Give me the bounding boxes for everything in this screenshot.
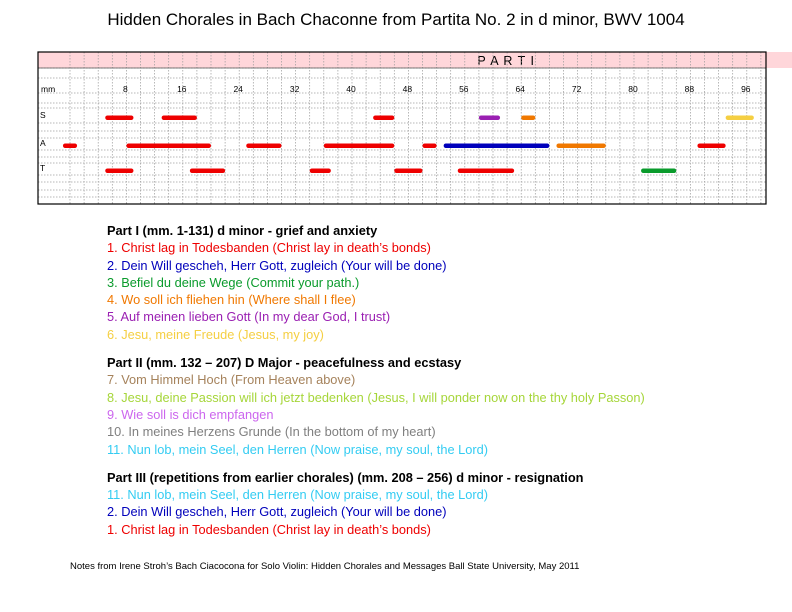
legend-spacer bbox=[107, 458, 645, 469]
measure-tick-label: 88 bbox=[684, 84, 695, 94]
measure-tick-label: 16 bbox=[177, 84, 187, 94]
chorale-bar-t bbox=[394, 169, 422, 174]
legend-chorale-item: 7. Vom Himmel Hoch (From Heaven above) bbox=[107, 372, 356, 388]
legend-chorale-item: 5. Auf meinen lieben Gott (In my dear God, I trust) bbox=[107, 309, 391, 325]
legend-chorale-item: 11. Nun lob, mein Seel, den Herren (Now praise, my soul, the Lord) bbox=[107, 441, 489, 457]
chorale-bar-a bbox=[246, 144, 281, 149]
legend-chorale-item: 2. Dein Will gescheh, Herr Gott, zugleich (Your will be done) bbox=[107, 504, 447, 520]
chorale-bar-t bbox=[310, 169, 331, 174]
grid-border bbox=[38, 52, 766, 204]
chorale-bar-s bbox=[373, 116, 394, 121]
measure-tick-label: 32 bbox=[289, 84, 300, 94]
footnote: Notes from Irene Stroh’s Bach Ciacocona for Solo Violin: Hidden Chorales and Messages Ball State University, May 2011 bbox=[70, 561, 580, 572]
chorale-bar-t bbox=[458, 169, 514, 174]
legend-section-heading: Part III (repetitions from earlier chorales) (mm. 208 – 256) d minor - resignation bbox=[107, 469, 584, 485]
measure-tick-label: 72 bbox=[571, 84, 582, 94]
page-title: Hidden Chorales in Bach Chaconne from Partita No. 2 in d minor, BWV 1004 bbox=[107, 10, 685, 29]
part-label: P A R T I bbox=[477, 54, 536, 68]
voice-label-a: A bbox=[40, 138, 46, 148]
chorale-legend bbox=[107, 222, 645, 538]
measure-tick-label: 56 bbox=[459, 84, 469, 94]
measure-tick-label: 48 bbox=[402, 84, 413, 94]
chorale-bar-a bbox=[126, 144, 211, 149]
measure-tick-label: 96 bbox=[741, 84, 751, 94]
legend-section-heading: Part I (mm. 1-131) d minor - grief and anxiety bbox=[107, 223, 378, 238]
chorale-bar-s bbox=[479, 116, 500, 121]
chorale-bar-t bbox=[641, 169, 676, 174]
legend-chorale-item: 2. Dein Will gescheh, Herr Gott, zugleich (Your will be done) bbox=[107, 257, 447, 273]
legend-section-heading: Part II (mm. 132 – 207) D Major - peacefulness and ecstasy bbox=[107, 355, 462, 371]
legend-chorale-item: 10. In meines Herzens Grunde (In the bottom of my heart) bbox=[107, 424, 436, 440]
measure-tick-label: 40 bbox=[346, 84, 356, 94]
legend-chorale-item: 8. Jesu, deine Passion will ich jetzt bedenken (Jesus, I will ponder now on the thy holy Passon) bbox=[107, 389, 645, 405]
chorale-bar-a bbox=[63, 144, 77, 149]
measure-tick-label: 8 bbox=[123, 84, 128, 94]
legend-chorale-item: 1. Christ lag in Todesbanden (Christ lay in death’s bonds) bbox=[107, 240, 431, 256]
chorale-bar-t bbox=[105, 169, 133, 174]
legend-chorale-item: 11. Nun lob, mein Seel, den Herren (Now praise, my soul, the Lord) bbox=[107, 487, 489, 503]
chorale-grid bbox=[0, 0, 792, 210]
chorale-bar-a bbox=[444, 144, 550, 149]
chorale-bar-s bbox=[162, 116, 197, 121]
chorale-bar-s bbox=[105, 116, 133, 121]
legend-chorale-item: 4. Wo soll ich fliehen hin (Where shall I flee) bbox=[107, 292, 356, 308]
chorale-bar-s bbox=[726, 116, 754, 121]
measure-tick-label: 64 bbox=[515, 84, 525, 94]
measure-tick-label: 24 bbox=[233, 84, 243, 94]
legend-chorale-item: 9. Wie soll is dich empfangen bbox=[107, 406, 274, 422]
voice-label-t: T bbox=[40, 163, 46, 173]
chorale-bar-s bbox=[521, 116, 535, 121]
legend-chorale-item: 1. Christ lag in Todesbanden (Christ lay in death’s bonds) bbox=[107, 521, 431, 537]
mm-label: mm bbox=[41, 84, 56, 94]
chorale-bar-a bbox=[556, 144, 605, 149]
legend-chorale-item: 3. Befiel du deine Wege (Commit your path.) bbox=[107, 274, 360, 290]
chorale-bar-a bbox=[324, 144, 395, 149]
legend-spacer bbox=[107, 343, 645, 354]
chorale-bar-a bbox=[697, 144, 725, 149]
voice-label-s: S bbox=[40, 110, 46, 120]
chorale-bar-a bbox=[423, 144, 437, 149]
measure-tick-label: 80 bbox=[628, 84, 638, 94]
part-band bbox=[38, 52, 792, 68]
chorale-bar-t bbox=[190, 169, 225, 174]
legend-chorale-item: 6. Jesu, meine Freude (Jesus, my joy) bbox=[107, 326, 324, 342]
